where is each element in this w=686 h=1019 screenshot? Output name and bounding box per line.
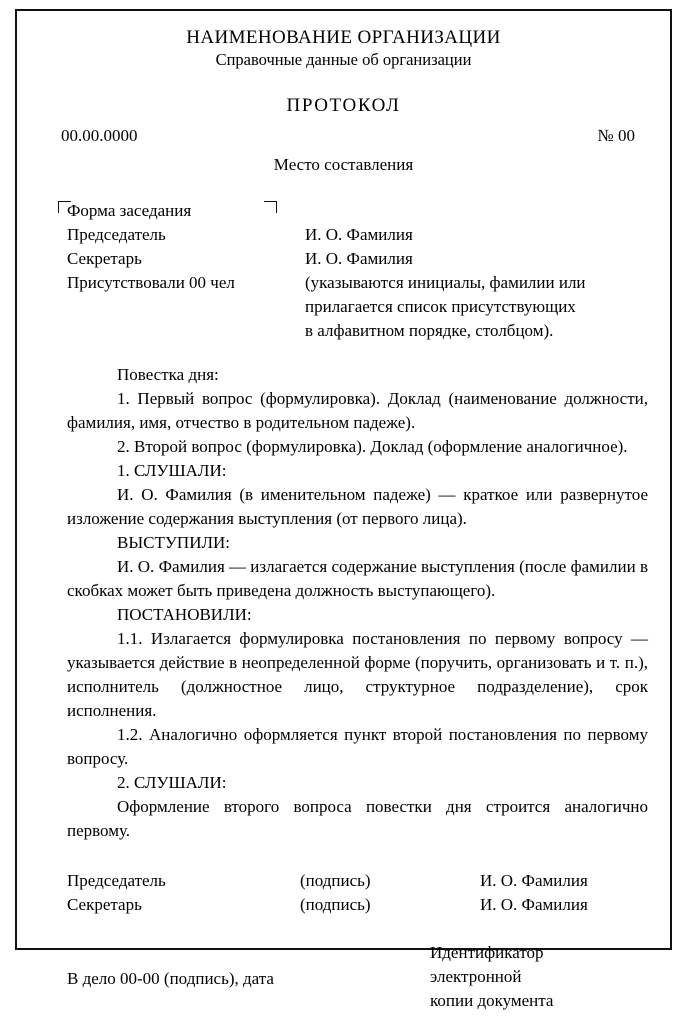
signature-name: И. О. Фамилия xyxy=(480,894,588,914)
signature-name: И. О. Фамилия xyxy=(480,870,588,890)
attendees-note-line: прилагается список присутствующих xyxy=(305,296,576,316)
participants-block xyxy=(17,199,670,343)
attendees-note xyxy=(305,271,655,343)
heard-section-2-text: Оформление второго вопроса повестки дня строится аналогично первому. xyxy=(67,796,648,840)
meeting-form-row xyxy=(67,199,670,223)
heard-section-1-text: И. О. Фамилия (в именительном падеже) — краткое или развернутое изложение содержания выступления (от первого лица). xyxy=(67,484,648,528)
signature-role: Секретарь xyxy=(67,894,142,914)
document-content xyxy=(17,363,670,843)
document-page-frame xyxy=(15,9,672,1010)
secretary-value: И. О. Фамилия xyxy=(305,248,413,268)
resolved-item-1-1: 1.1. Излагается формулировка постановления по первому вопросу — указывается действие в неопределенной форме (поручить, организовать и т. п.), исполнитель (должностное лицо, структурное подразделение), срок исполнения. xyxy=(67,628,648,720)
chairman-value: И. О. Фамилия xyxy=(305,224,413,244)
resolved-item-1-2: 1.2. Аналогично оформляется пункт второй постановления по первому вопросу. xyxy=(67,724,648,768)
attendees-label: Присутствовали 00 чел xyxy=(67,272,235,292)
document-number: № 00 xyxy=(597,125,635,145)
attendees-note-line: в алфавитном порядке, столбцом). xyxy=(305,320,554,340)
signature-placeholder: (подпись) xyxy=(300,870,371,890)
spoke-section-heading: ВЫСТУПИЛИ: xyxy=(117,532,231,552)
secretary-row xyxy=(67,247,670,271)
electronic-copy-identifier-line: копии документа xyxy=(430,990,554,1010)
signature-block xyxy=(17,869,670,917)
resolved-section-heading: ПОСТАНОВИЛИ: xyxy=(117,604,252,624)
electronic-copy-identifier-line: электронной xyxy=(430,966,522,986)
attendees-row xyxy=(67,271,670,343)
document-body xyxy=(17,11,670,1010)
signature-row xyxy=(67,893,670,917)
electronic-copy-identifier xyxy=(430,941,640,1013)
organization-name: НАИМЕНОВАНИЕ ОРГАНИЗАЦИИ xyxy=(186,27,501,48)
agenda-heading: Повестка дня: xyxy=(117,364,219,384)
chairman-row xyxy=(67,223,670,247)
document-footer xyxy=(17,941,670,1019)
chairman-label: Председатель xyxy=(67,224,166,244)
secretary-label: Секретарь xyxy=(67,248,142,268)
document-kind-title: ПРОТОКОЛ xyxy=(286,94,401,116)
heard-section-1-heading: 1. СЛУШАЛИ: xyxy=(117,460,227,480)
agenda-item-1: 1. Первый вопрос (формулировка). Доклад (наименование должности, фамилия, имя, отчество в родительном падеже). xyxy=(67,388,648,432)
attendees-note-line: (указываются инициалы, фамилии или xyxy=(305,272,586,292)
heard-section-2-heading: 2. СЛУШАЛИ: xyxy=(117,772,227,792)
place-of-compilation: Место составления xyxy=(273,154,414,174)
document-date: 00.00.0000 xyxy=(61,125,138,145)
file-mark: В дело 00-00 (подпись), дата xyxy=(67,968,274,988)
signature-placeholder: (подпись) xyxy=(300,894,371,914)
signature-role: Председатель xyxy=(67,870,166,890)
signature-row xyxy=(67,869,670,893)
meeting-form-label: Форма заседания xyxy=(67,200,192,220)
organization-reference-data: Справочные данные об организации xyxy=(215,49,472,69)
electronic-copy-identifier-line: Идентификатор xyxy=(430,942,544,962)
spoke-section-text: И. О. Фамилия — излагается содержание выступления (после фамилии в скобках может быть приведена должность выступающего). xyxy=(67,556,648,600)
date-and-number-row xyxy=(17,126,670,150)
agenda-item-2: 2. Второй вопрос (формулировка). Доклад (оформление аналогичное). xyxy=(117,436,628,456)
